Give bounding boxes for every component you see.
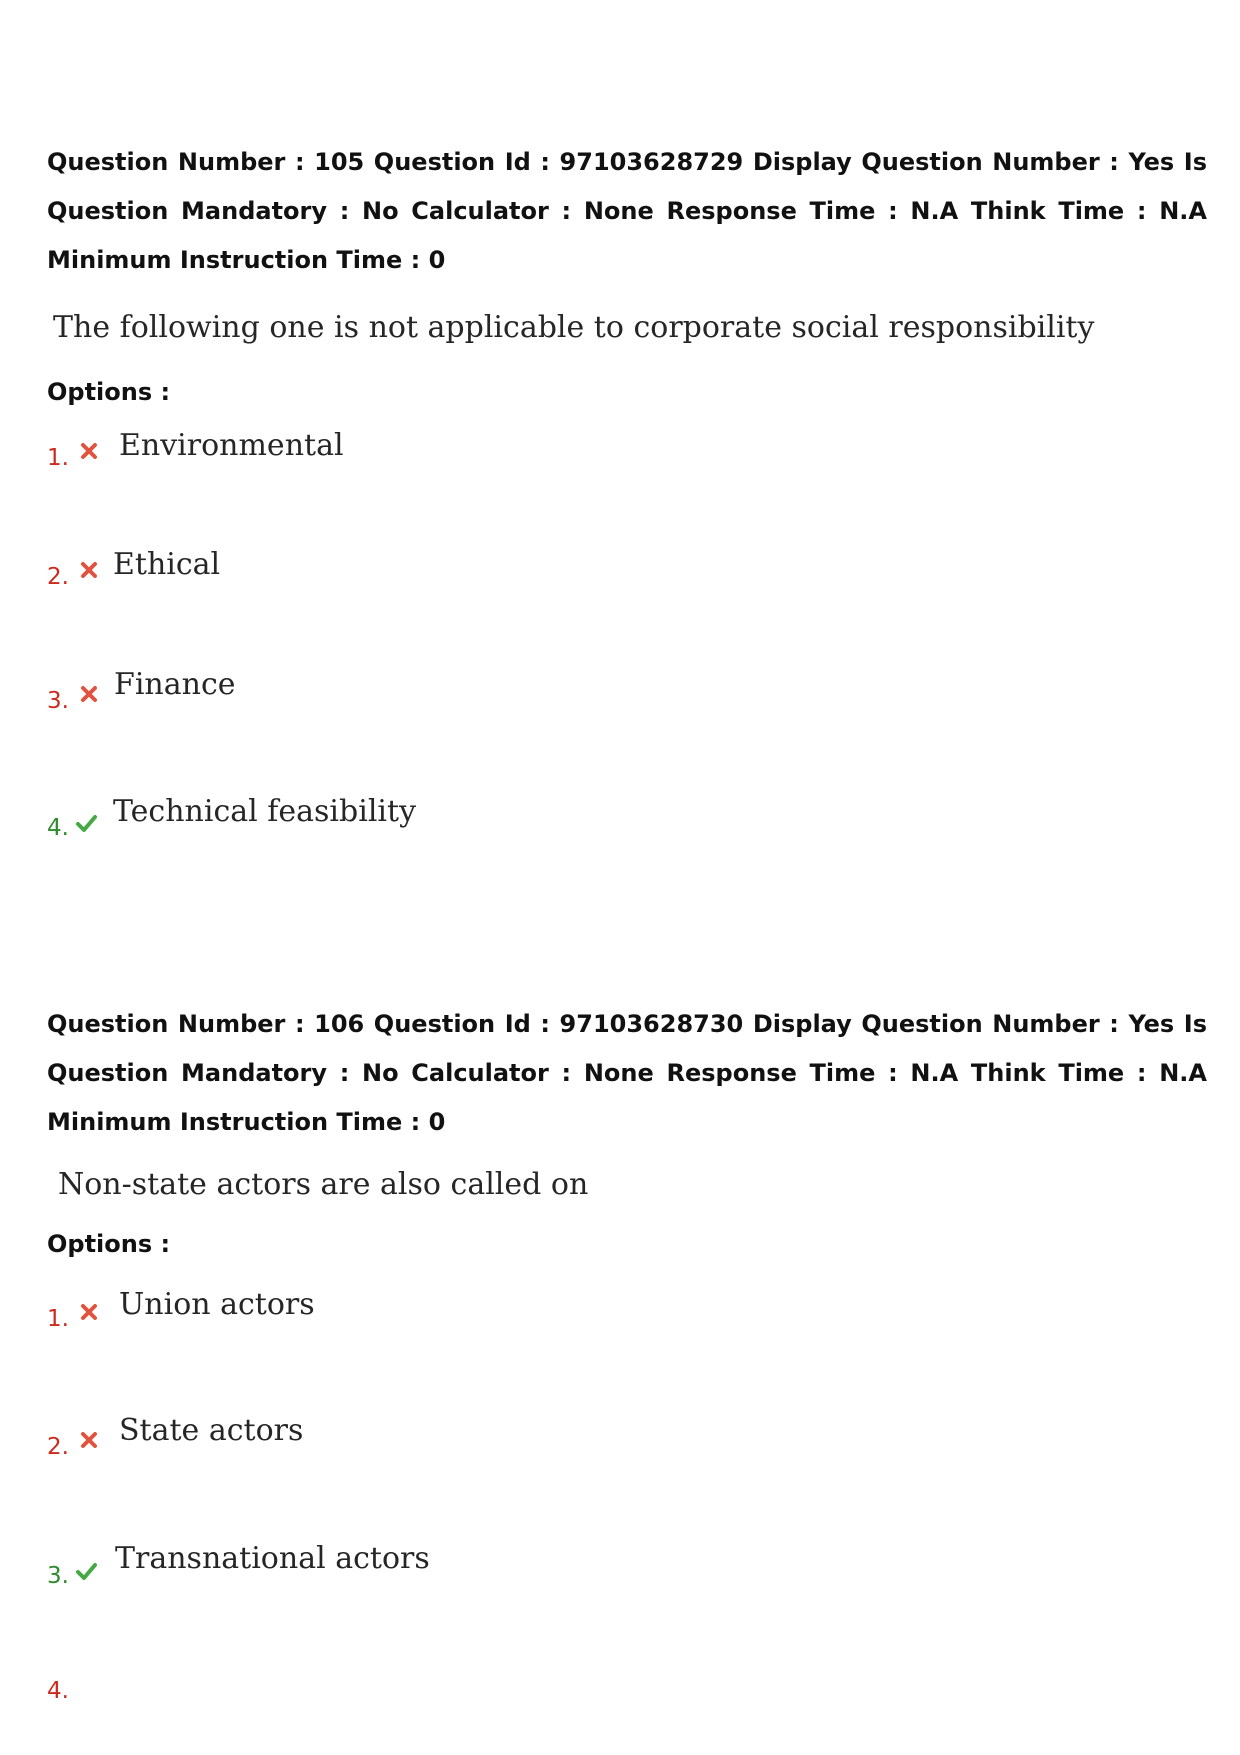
option-number: 3. — [47, 1563, 69, 1589]
options-label: Options : — [47, 378, 171, 406]
option-text: Union actors — [119, 1287, 315, 1322]
cross-icon — [78, 683, 100, 705]
check-icon — [75, 812, 97, 834]
question-block-105 — [47, 138, 1207, 841]
cross-icon — [78, 440, 100, 462]
option-text: Environmental — [119, 428, 344, 463]
options-label: Options : — [47, 1230, 171, 1258]
option-text: Technical feasibility — [113, 794, 417, 829]
option-number: 4. — [47, 815, 69, 841]
option-text: State actors — [119, 1413, 304, 1448]
question-text: The following one is not applicable to corporate social responsibility — [53, 310, 1095, 345]
option-number: 1. — [47, 1306, 69, 1332]
option-number: 2. — [47, 564, 69, 590]
option-text: Ethical — [113, 547, 221, 582]
check-icon — [75, 1560, 97, 1582]
question-text: Non-state actors are also called on — [58, 1167, 589, 1202]
option-number: 3. — [47, 688, 69, 714]
cross-icon — [78, 1429, 100, 1451]
option-number: 2. — [47, 1434, 69, 1460]
option-text: Finance — [114, 667, 236, 702]
question-meta: Question Number : 106 Question Id : 97103628730 Display Question Number : Yes Is Question Mandatory : No Calculator : None Response Time : N.A Think Time : N.A Minimum Instruction Time : 0 — [47, 1010, 1207, 1136]
question-meta: Question Number : 105 Question Id : 97103628729 Display Question Number : Yes Is Question Mandatory : No Calculator : None Response Time : N.A Think Time : N.A Minimum Instruction Time : 0 — [47, 148, 1207, 274]
option-number: 1. — [47, 445, 69, 471]
option-number: 4. — [47, 1678, 69, 1704]
cross-icon — [78, 1301, 100, 1323]
cross-icon — [78, 559, 100, 581]
option-text: Transnational actors — [115, 1541, 430, 1576]
question-block-106 — [47, 1000, 1207, 1704]
